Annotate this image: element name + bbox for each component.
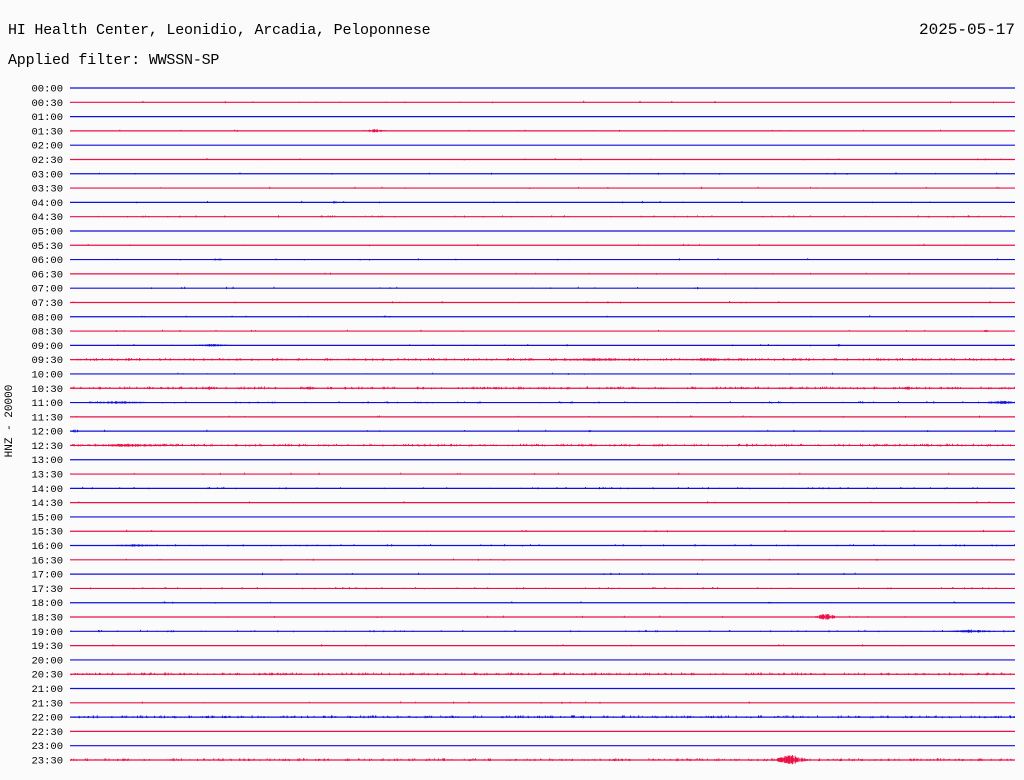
time-label: 03:30	[31, 183, 63, 196]
time-label: 08:30	[31, 326, 63, 339]
time-label: 06:30	[31, 269, 63, 282]
date-label: 2025-05-17	[918, 21, 1015, 39]
time-label: 08:00	[31, 312, 63, 325]
time-label: 09:00	[31, 340, 63, 353]
trace-row-02:00	[31, 141, 1015, 153]
time-label: 04:00	[31, 197, 63, 210]
time-label: 22:00	[31, 712, 63, 725]
trace-row-10:30	[31, 384, 1015, 396]
time-label: 03:00	[31, 169, 63, 182]
trace-row-00:00	[31, 84, 1015, 96]
trace-row-06:30	[31, 269, 1015, 281]
time-label: 00:00	[31, 83, 63, 96]
trace-row-19:00	[31, 627, 1015, 639]
time-label: 15:30	[31, 526, 63, 539]
channel-scale-label: HNZ - 20000	[4, 384, 16, 458]
trace-row-04:30	[31, 212, 1015, 224]
trace-row-13:30	[31, 470, 1015, 482]
time-label: 16:30	[31, 555, 63, 568]
trace-row-16:00	[31, 541, 1015, 553]
time-label: 18:00	[31, 598, 63, 611]
time-label: 22:30	[31, 726, 63, 739]
time-label: 15:00	[31, 512, 63, 525]
time-label: 21:00	[31, 684, 63, 697]
trace-row-15:00	[31, 512, 1015, 524]
trace-row-17:00	[31, 570, 1015, 582]
trace-row-20:00	[31, 655, 1015, 667]
trace-row-11:00	[31, 398, 1015, 410]
trace-row-14:00	[31, 484, 1015, 496]
time-label: 07:30	[31, 297, 63, 310]
time-label: 07:00	[31, 283, 63, 296]
time-label: 09:30	[31, 355, 63, 368]
time-label: 10:00	[31, 369, 63, 382]
time-label: 19:30	[31, 641, 63, 654]
trace-row-23:30	[31, 755, 1015, 768]
trace-row-18:30	[31, 613, 1015, 625]
time-label: 12:30	[31, 440, 63, 453]
time-label: 05:30	[31, 240, 63, 253]
trace-row-17:30	[31, 584, 1015, 596]
time-label: 06:00	[31, 255, 63, 268]
time-label: 20:30	[31, 669, 63, 682]
trace-row-20:30	[31, 670, 1015, 682]
time-label: 14:30	[31, 498, 63, 511]
trace-row-08:00	[31, 312, 1015, 324]
trace-row-08:30	[31, 327, 1015, 339]
trace-row-01:30	[31, 126, 1015, 138]
time-label: 11:30	[31, 412, 63, 425]
trace-row-13:00	[31, 455, 1015, 467]
time-label: 02:30	[31, 154, 63, 167]
trace-row-01:00	[31, 112, 1015, 124]
page-title: HI Health Center, Leonidio, Arcadia, Peloponnese	[8, 22, 431, 39]
trace-row-18:00	[31, 598, 1015, 610]
trace-row-06:00	[31, 255, 1015, 267]
time-label: 00:30	[31, 97, 63, 110]
trace-row-09:00	[31, 341, 1015, 353]
trace-row-00:30	[31, 98, 1015, 110]
time-label: 12:00	[31, 426, 63, 439]
time-label: 21:30	[31, 698, 63, 711]
time-label: 20:00	[31, 655, 63, 668]
trace-row-22:00	[31, 713, 1015, 725]
time-label: 16:00	[31, 541, 63, 554]
time-label: 11:00	[31, 398, 63, 411]
trace-row-12:00	[31, 427, 1015, 439]
time-label: 19:00	[31, 626, 63, 639]
trace-row-07:00	[31, 284, 1015, 296]
trace-row-12:30	[31, 441, 1015, 453]
time-label: 13:30	[31, 469, 63, 482]
trace-row-21:30	[31, 698, 1015, 710]
trace-row-14:30	[31, 498, 1015, 510]
trace-row-03:00	[31, 169, 1015, 181]
trace-row-07:30	[31, 298, 1015, 310]
time-label: 23:00	[31, 741, 63, 754]
trace-row-16:30	[31, 555, 1015, 567]
trace-row-11:30	[31, 412, 1015, 424]
trace-row-05:30	[31, 241, 1015, 253]
trace-row-15:30	[31, 527, 1015, 539]
trace-row-10:00	[31, 369, 1015, 381]
time-label: 04:30	[31, 212, 63, 225]
trace-row-23:00	[31, 741, 1015, 753]
time-label: 13:00	[31, 455, 63, 468]
trace-row-05:00	[31, 226, 1015, 238]
time-label: 17:00	[31, 569, 63, 582]
time-label: 01:00	[31, 112, 63, 125]
trace-row-19:30	[31, 641, 1015, 653]
time-label: 14:00	[31, 483, 63, 496]
trace-row-09:30	[31, 355, 1015, 367]
time-label: 02:00	[31, 140, 63, 153]
time-label: 10:30	[31, 383, 63, 396]
trace-row-21:00	[31, 684, 1015, 696]
time-label: 23:30	[31, 755, 63, 768]
trace-row-03:30	[31, 184, 1015, 196]
time-label: 17:30	[31, 583, 63, 596]
applied-filter-label: Applied filter: WWSSN-SP	[8, 52, 220, 69]
trace-row-02:30	[31, 155, 1015, 167]
time-label: 05:00	[31, 226, 63, 239]
trace-row-04:00	[31, 198, 1015, 210]
time-label: 01:30	[31, 126, 63, 139]
trace-row-22:30	[31, 727, 1015, 739]
time-label: 18:30	[31, 612, 63, 625]
